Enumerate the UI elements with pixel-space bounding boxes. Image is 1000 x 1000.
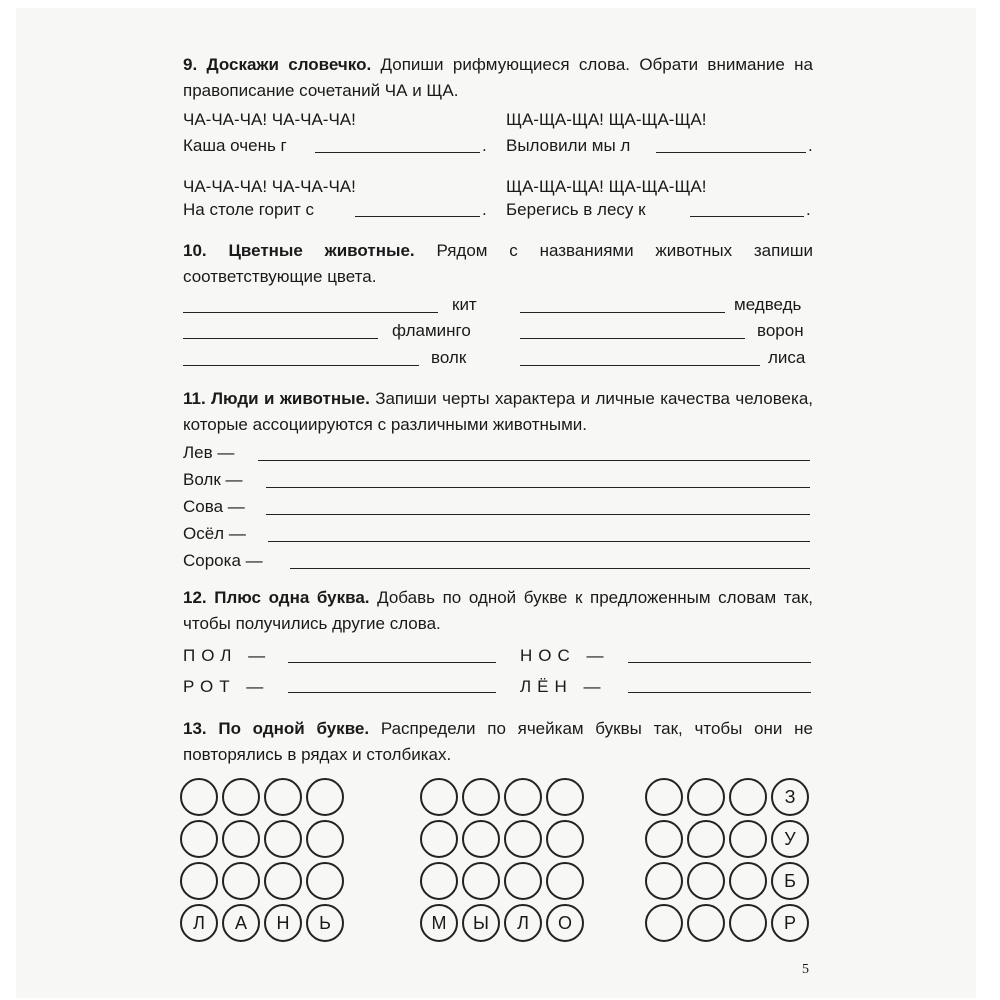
grid1-empty-cell[interactable] [264,820,302,858]
grid2-empty-cell[interactable] [420,820,458,858]
exercise-13-text: Распредели по ячейкам буквы так, чтобы они не повторялись в рядах и столбиках. [183,719,813,764]
word-rot: РОТ — [183,677,270,696]
grid2-empty-cell[interactable] [462,862,500,900]
grid3-empty-cell[interactable] [729,862,767,900]
exercise-10-text: Рядом с названиями животных запиши соответствующие цвета. [183,241,813,286]
chant-cha-2: ЧА-ЧА-ЧА! ЧА-ЧА-ЧА! [183,177,356,196]
rhyme-period-2: . [808,136,813,155]
animal-trait-label-osel: Осёл — [183,524,246,543]
color-answer-line-lisa[interactable] [520,365,760,366]
trait-answer-line-lev[interactable] [258,460,810,461]
grid3-empty-cell[interactable] [645,904,683,942]
exercise-10-instructions [183,238,813,290]
exercise-13-title: По одной букве. [218,719,370,738]
grid3-given-letter-cell: Б [771,862,809,900]
exercise-9-number: 9. [183,55,198,74]
grid1-given-letter-cell: Н [264,904,302,942]
exercise-9-text: Допиши рифмующиеся слова. Обрати внимание на правописание сочетаний ЧА и ЩА. [183,55,814,100]
word-nos: НОС — [520,646,610,665]
grid3-empty-cell[interactable] [687,820,725,858]
grid3-empty-cell[interactable] [645,778,683,816]
color-answer-line-kit[interactable] [183,312,438,313]
exercise-11-title: Люди и животные. [211,389,370,408]
grid3-empty-cell[interactable] [729,778,767,816]
trait-answer-line-osel[interactable] [268,541,810,542]
grid3-empty-cell[interactable] [687,904,725,942]
rhyme-line-3: На столе горит с [183,200,314,219]
grid2-empty-cell[interactable] [420,778,458,816]
exercise-11-number: 11. [183,389,206,408]
grid2-given-letter-cell: Ы [462,904,500,942]
exercise-12-number: 12. [183,588,207,607]
exercise-10-title: Цветные животные. [228,241,415,260]
chant-cha-1: ЧА-ЧА-ЧА! ЧА-ЧА-ЧА! [183,110,356,129]
animal-trait-label-lev: Лев — [183,443,235,462]
grid2-empty-cell[interactable] [546,862,584,900]
exercise-12-text: Добавь по одной букве к предложенным словам так, чтобы получились другие слова. [183,588,814,633]
grid3-empty-cell[interactable] [687,778,725,816]
grid2-empty-cell[interactable] [462,820,500,858]
word-answer-line-rot[interactable] [288,692,496,693]
trait-answer-line-volk[interactable] [266,487,810,488]
grid1-empty-cell[interactable] [180,778,218,816]
rhyme-answer-line-3[interactable] [355,216,480,217]
animal-medved: медведь [734,295,802,314]
rhyme-answer-line-2[interactable] [656,152,806,153]
grid1-empty-cell[interactable] [222,862,260,900]
grid2-empty-cell[interactable] [462,778,500,816]
animal-trait-label-sova: Сова — [183,497,245,516]
word-len: ЛЁН — [520,677,607,696]
grid3-given-letter-cell: У [771,820,809,858]
rhyme-answer-line-4[interactable] [690,216,804,217]
grid3-empty-cell[interactable] [729,820,767,858]
grid1-empty-cell[interactable] [264,862,302,900]
exercise-11-instructions [183,386,813,438]
exercise-11-text: Запиши черты характера и личные качества человека, которые ассоциируются с различными животными. [183,389,813,434]
grid2-empty-cell[interactable] [420,862,458,900]
animal-volk: волк [431,348,467,367]
grid2-given-letter-cell: М [420,904,458,942]
rhyme-line-4: Берегись в лесу к [506,200,646,219]
exercise-9-instructions [183,52,813,104]
grid1-given-letter-cell: Л [180,904,218,942]
grid3-empty-cell[interactable] [645,820,683,858]
exercise-10-number: 10. [183,241,207,260]
page-number: 5 [802,962,809,977]
grid3-given-letter-cell: З [771,778,809,816]
rhyme-period-3: . [482,200,487,219]
grid1-empty-cell[interactable] [180,862,218,900]
grid2-given-letter-cell: Л [504,904,542,942]
grid1-given-letter-cell: Ь [306,904,344,942]
chant-scha-2: ЩА-ЩА-ЩА! ЩА-ЩА-ЩА! [506,177,707,196]
animal-flamingo: фламинго [392,321,471,340]
grid2-empty-cell[interactable] [504,862,542,900]
animal-lisa: лиса [768,348,806,367]
grid3-empty-cell[interactable] [645,862,683,900]
exercise-12-title: Плюс одна буква. [214,588,370,607]
grid1-empty-cell[interactable] [306,778,344,816]
grid1-empty-cell[interactable] [264,778,302,816]
animal-voron: ворон [757,321,804,340]
grid2-empty-cell[interactable] [504,820,542,858]
color-answer-line-medved[interactable] [520,312,725,313]
exercise-13-number: 13. [183,719,207,738]
grid2-empty-cell[interactable] [504,778,542,816]
word-answer-line-nos[interactable] [628,662,811,663]
grid3-empty-cell[interactable] [729,904,767,942]
rhyme-answer-line-1[interactable] [315,152,480,153]
grid2-empty-cell[interactable] [546,778,584,816]
grid2-given-letter-cell: О [546,904,584,942]
exercise-13-instructions [183,716,813,768]
grid1-empty-cell[interactable] [306,820,344,858]
chant-scha-1: ЩА-ЩА-ЩА! ЩА-ЩА-ЩА! [506,110,707,129]
trait-answer-line-sova[interactable] [266,514,810,515]
rhyme-period-1: . [482,136,487,155]
grid1-empty-cell[interactable] [180,820,218,858]
trait-answer-line-soroka[interactable] [290,568,810,569]
word-answer-line-pol[interactable] [288,662,496,663]
grid1-empty-cell[interactable] [222,820,260,858]
color-answer-line-flamingo[interactable] [183,338,378,339]
exercise-12-instructions [183,585,813,637]
grid3-given-letter-cell: Р [771,904,809,942]
rhyme-line-1: Каша очень г [183,136,287,155]
grid1-empty-cell[interactable] [306,862,344,900]
animal-kit: кит [452,295,477,314]
exercise-9-title: Доскажи словечко. [206,55,372,74]
color-answer-line-voron[interactable] [520,338,745,339]
grid3-empty-cell[interactable] [687,862,725,900]
grid1-given-letter-cell: А [222,904,260,942]
rhyme-period-4: . [806,200,811,219]
grid1-empty-cell[interactable] [222,778,260,816]
animal-trait-label-soroka: Сорока — [183,551,263,570]
grid2-empty-cell[interactable] [546,820,584,858]
rhyme-line-2: Выловили мы л [506,136,631,155]
word-answer-line-len[interactable] [628,692,811,693]
word-pol: ПОЛ — [183,646,272,665]
color-answer-line-volk[interactable] [183,365,419,366]
animal-trait-label-volk: Волк — [183,470,243,489]
